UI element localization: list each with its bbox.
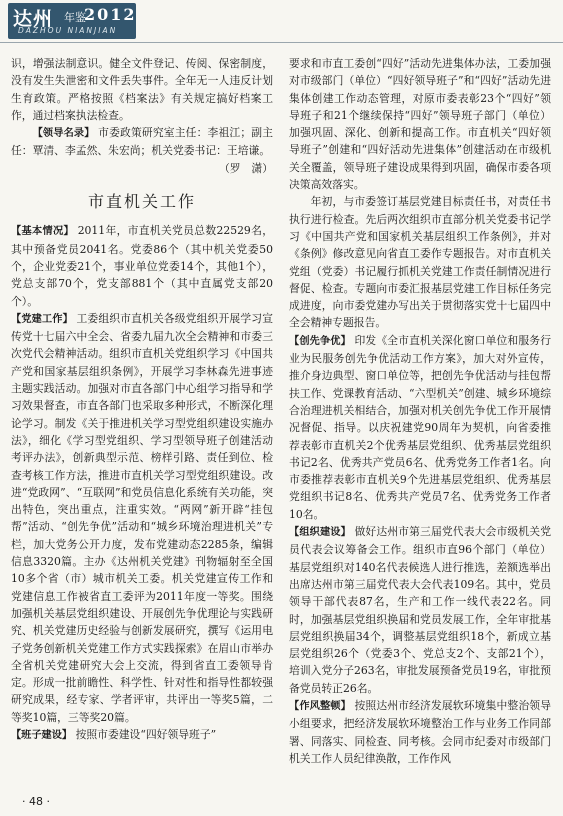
author-signature: （罗 潇） — [219, 161, 273, 175]
page-header — [0, 0, 563, 44]
team-tag: 【班子建设】 — [11, 729, 73, 741]
leaders-paragraph — [11, 124, 273, 160]
continued-paragraph: 要求和市直工委创“四好”活动先进集体办法，工委加强对市级部门（单位）“四好领导班子”和“四好”活动先进集体创建工作动态管理，对原市委表彰23个“四好”领导班子和21个继续保持“四好”领导班子部门（单位）加强巩固、深化、创新和提高工作。市直机关“四好领导班子”创建和“四好活动先进集体”创建活动在市级机关全覆盖，领导班子建设成果得到巩固，确保市委各项决策高效落实。 — [289, 57, 551, 192]
basic-paragraph — [11, 222, 273, 309]
header-divider — [0, 42, 563, 43]
logo-title: 达州 — [13, 8, 54, 30]
yearbook-logo — [8, 3, 136, 39]
basic-tag: 【基本情况】 — [11, 226, 74, 238]
org-text: 做好达州市第三届党代表大会市级机关党员代表会议筹备会工作。组织市直96个部门（单位）基层党组织对140名代表候选人进行推选，差额选举出出席达州市第三届党代表大会代表109名。其中，党员领导干部代表87名，生产和工作一线代表22名。同时，加强基层党组织换届和党员发展工作，全年审批基层党组织换届34个，调整基层党组织18个，新成立基层党组织26个（党委3个、党总支2个、支部21个），培训入党分子263名，审批发展预备党员19名，审批预备党员转正26名。 — [289, 525, 552, 695]
logo-year: 2012 — [84, 5, 137, 24]
style-tag: 【作风整顿】 — [289, 700, 351, 712]
team-paragraph — [11, 726, 273, 744]
page-number: · 48 · — [22, 795, 50, 808]
excel-paragraph — [289, 332, 551, 523]
leaders-tag: 【领导名录】 — [32, 128, 95, 140]
excel-text: 印发《全市直机关深化窗口单位和服务行业为民服务创先争优活动工作方案》，加大对外宣传，推介身边典型、窗口单位等，把创先争优活动与挂包帮扶工作、党课教育活动、“六型机关”创建、城乡环境综合治理进机关相结合，加强对机关创先争优工作开展情况督促、指导。以庆祝建党90周年为契机，向省委推荐表彰市直机关2个优秀基层党组织、优秀基层党组织书记2名、优秀共产党员6名、优秀党务工作者1名。向市委推荐表彰市直机关9个先进基层党组织、优秀基层党组织书记8名、优秀共产党员7名、优秀党务工作者10名。 — [289, 333, 552, 521]
team-text: 按照市委建设“四好领导班子” — [75, 727, 217, 741]
right-column — [289, 55, 551, 767]
logo-yearbook-label: 年鉴 — [64, 11, 86, 24]
party-tag: 【党建工作】 — [11, 313, 73, 325]
left-column — [11, 55, 273, 744]
style-paragraph — [289, 697, 551, 767]
section-title: 市直机关工作 — [87, 192, 196, 212]
responsibility-paragraph: 年初，与市委签订基层党建目标责任书，对责任书执行进行检查。先后两次组织市直部分机关党委书记学习《中国共产党和国家机关基层组织工作条例》，并对《条例》修改意见向省直工委作专题报告。对市直机关党组（党委）书记履行抓机关党建工作责任制情况进行督促、检查。专题向市委汇报基层党建工作目标任务完成进度，向市委党建办写出关于贯彻落实党十七届四中全会精神专题报告。 — [289, 195, 551, 330]
style-text: 按照达州市经济发展软环境集中整治领导小组要求，把经济发展软环境整治工作与业务工作同部署、同落实、同检查、同考核。会同市纪委对市级部门机关工作人员纪律涣散，工作作风 — [289, 698, 552, 765]
leaders-text: 市委政策研究室主任：李祖江；副主任：覃清、李孟然、朱宏尚；机关党委书记：王培谦。 — [11, 126, 273, 158]
logo-subtitle: DAZHOU NIANJIAN — [18, 26, 118, 35]
org-tag: 【组织建设】 — [289, 527, 351, 539]
org-paragraph — [289, 523, 551, 697]
party-paragraph — [11, 310, 273, 726]
basic-text: 2011年，市直机关党员总数22529名，其中预备党员2041名。党委86个（其中机关党委50个，企业党委21个，事业单位党委14个，其他1个），党总支部70个，党支部881个（其中直属党支部20个）。 — [11, 224, 274, 308]
intro-paragraph: 识，增强法制意识。健全文件登记、传阅、保密制度，没有发生失泄密和文件丢失事件。全年无一人违反计划生育政策。严格按照《档案法》有关规定搞好档案工作，通过档案执法检查。 — [11, 57, 273, 122]
party-text: 工委组织市直机关各级党组织开展学习宣传党十七届六中全会、省委九届九次全会精神和市委三次党代会精神活动。组织市直机关党组织学习《中国共产党和国家基层组织条例》，开展学习李林森先进事迹主题实践活动。加强对市直各部门中心组学习指导和学习效果督查，市直各部门也采取多种形式，不断深化理论学习。制发《关于推进机关学习型党组织建设实施办法》，细化《学习型党组织、学习型领导班子创建活动考评办法》，创新典型示范、榜样引路、责任到位、检查考核工作方法，推进市直机关学习型党组织建设。改进“党政网”、“互联网”和党员信息化系统有关功能，突出特色，突出重点，注重实效。“两网”新开辟“挂包帮”活动、“创先争优”活动和“城乡环境治理进机关”专栏，加大党务公开力度，发布党建动态2285条，编辑信息3320篇。主办《达州机关党建》刊物辐射至全国10多个省（市）城市机关工委。机关党建宣传工作和党建信息工作被省直工委评为2011年度一等奖。围绕加强机关基层党组织建设、开展创先争优理论与实践研究、机关党建历史经验与创新发展研究，撰写《运用电子党务创新机关党建工作方式实践探索》在眉山市举办全省机关党建研究大会上交流，得到省直工委领导肯定。形成一批前瞻性、科学性、针对性和指导性都较强研究成果，经专家、学者评审，共评出一等奖5篇，二等奖10篇，三等奖20篇。 — [11, 311, 274, 724]
excel-tag: 【创先争优】 — [289, 335, 351, 347]
